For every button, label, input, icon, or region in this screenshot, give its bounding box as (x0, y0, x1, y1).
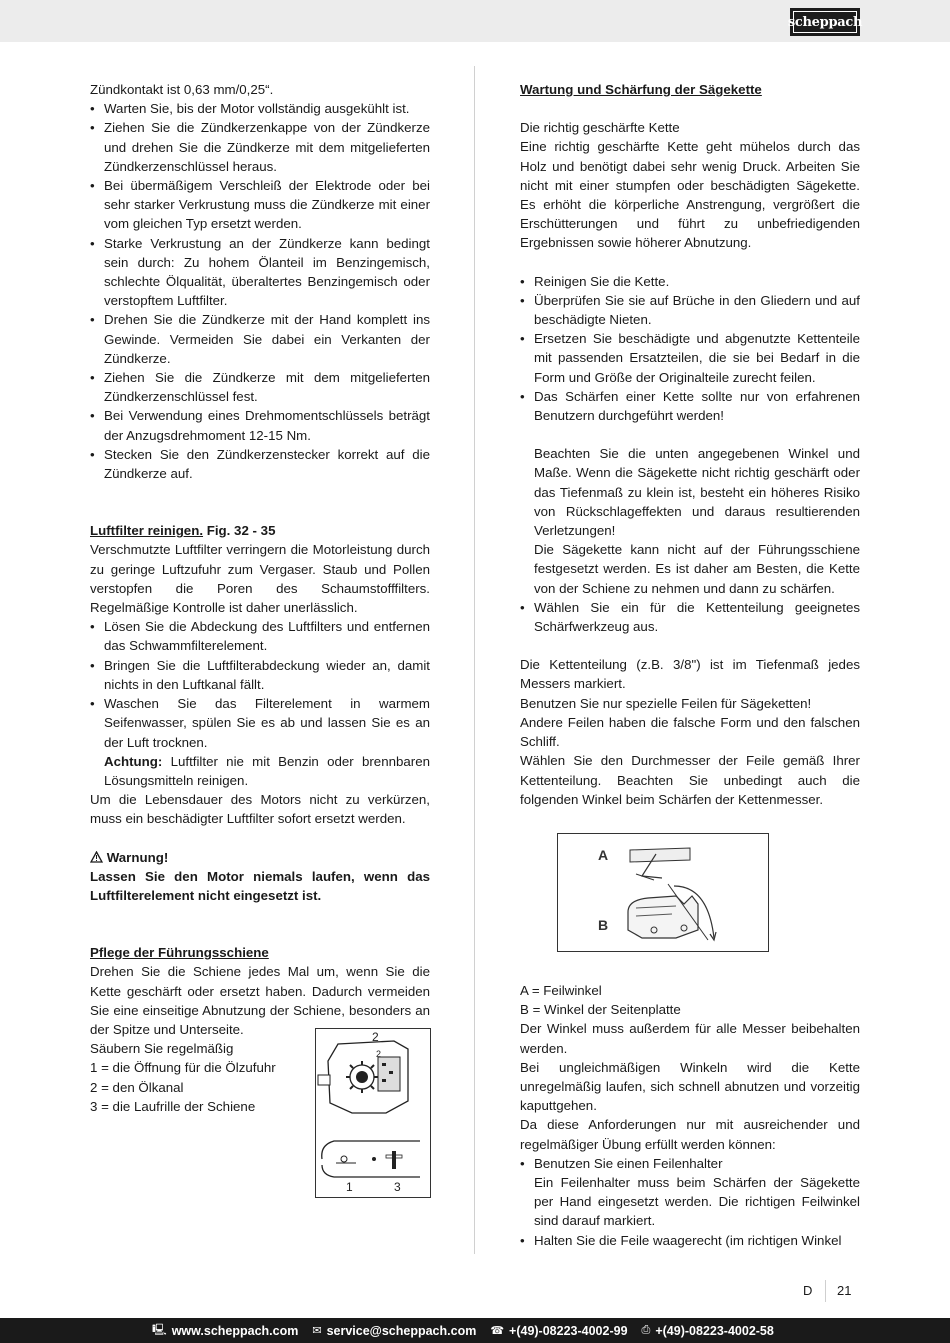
caution-label: Achtung: (104, 753, 163, 769)
fax-icon: ⎙ (641, 1324, 651, 1336)
fig-label-b: B (598, 917, 609, 933)
callout-label: 2 (372, 1030, 379, 1044)
warning-icon (90, 851, 103, 863)
callout-label: 2 (376, 1049, 382, 1059)
phone-icon: ☎ (490, 1325, 505, 1337)
guide-bar-figure (315, 1028, 431, 1198)
chain-subheading: Die richtig geschärfte Kette (520, 120, 680, 136)
legend-line: Bei ungleichmäßigen Winkeln wird die Kette unregelmäßig laufen, sich schnell abnutzen und vorzeitig kaputtgehen. (520, 1059, 860, 1114)
list-item: 1 = die Öffnung für die Ölzufuhr (90, 1060, 276, 1076)
list-item: • Ziehen Sie die Zündkerze mit dem mitgelieferten Zündkerzenschlüssel fest. (90, 368, 430, 406)
spark-intro: Zündkontakt ist 0,63 mm/0,25“. (90, 82, 274, 97)
air-filter-bullets (90, 617, 430, 751)
level-bullets (520, 1231, 860, 1250)
footer-email (312, 1324, 476, 1338)
list-item: • Bei übermäßigem Verschleiß der Elektrode oder bei sehr starker Verkrustung muss die Zündkerze mit einer vom gleichen Typ ersetzt werden. (90, 176, 430, 234)
footer-phone-text: +(49)-08223-4002-99 (509, 1323, 628, 1338)
computer-icon: 🖳 (152, 1324, 167, 1336)
chain-note-1: Beachten Sie die unten angegebenen Winkel und Maße. Wenn die Sägekette nicht richtig geschärft oder das Tiefenmaß zu klein ist, besteht ein höheres Risiko von Rückschlageffekten und daraus resultierenden Verletzungen! (534, 446, 860, 539)
footer-web-text: www.scheppach.com (171, 1323, 299, 1338)
holder-bullets (520, 1154, 860, 1173)
legend-line: Da diese Anforderungen nur mit ausreichender und regelmäßiger Übung erfüllt werden können: (520, 1117, 860, 1152)
brand-logo: scheppach (791, 9, 859, 35)
list-item: • Überprüfen Sie sie auf Brüche in den Gliedern und auf beschädigte Nieten. (520, 291, 860, 329)
air-filter-caution (90, 752, 430, 790)
page-separator (825, 1280, 826, 1302)
warning-title: Warnung! (106, 849, 169, 865)
list-item: 3 = die Laufrille der Schiene (90, 1098, 256, 1114)
list-item: • Bei Verwendung eines Drehmomentschlüssels beträgt der Anzugsdrehmoment 12-15 Nm. (90, 406, 430, 444)
footer-phone (490, 1324, 627, 1338)
fig-label-a: A (598, 847, 609, 863)
footer-fax (642, 1324, 774, 1338)
pitch-line: Andere Feilen haben die falsche Form und den falschen Schliff. (520, 714, 860, 750)
air-filter-text: Verschmutzte Luftfilter verringern die Motorleistung durch zu geringe Luftzufuhr zum Vergaser. Staub und Pollen verstopfen die Poren des Schaumstofffilters. Regelmäßige Kontrolle ist daher unerlässlich. (90, 542, 430, 616)
chain-heading: Wartung und Schärfung der Sägekette (520, 82, 762, 97)
tool-bullet-list (520, 598, 860, 636)
air-filter-closing: Um die Lebensdauer des Motors nicht zu verkürzen, muss ein beschädigter Luftfilter sofort ersetzt werden. (90, 792, 430, 827)
language-code: D (803, 1283, 813, 1298)
legend-line: Der Winkel muss außerdem für alle Messer beibehalten werden. (520, 1021, 860, 1056)
guide-bar-text: Drehen Sie die Schiene jedes Mal um, wenn Sie die Kette geschärft oder ersetzt haben. Dadurch vermeiden Sie eine einseitige Abnutzung der Schiene, besonders an der Spitze und Unterseite. (90, 964, 430, 1037)
legend-line: A = Feilwinkel (520, 982, 602, 998)
warning-text: Lassen Sie den Motor niemals laufen, wenn das Luftfilterelement nicht eingesetzt ist. (90, 868, 430, 903)
chain-intro: Eine richtig geschärfte Kette geht mühelos durch das Holz und benötigt dabei sehr wenig Druck. Arbeiten Sie nicht mit einer stumpfen oder beschädigten Sägekette. Es erhöht die körperliche Anstrengung, vergrößert die Erschütterungen und führt zu unbefriedigenden Ergebnissen sowie höherer Abnutzung. (520, 139, 860, 251)
air-filter-title: Luftfilter reinigen. (90, 523, 204, 539)
chain-angle-figure (557, 833, 769, 952)
page-indicator (795, 1280, 865, 1302)
pitch-line: Wählen Sie den Durchmesser der Feile gemäß Ihrer Kettenteilung. Beachten Sie unbedingt auch die folgenden Winkel beim Schärfen der Kettenmesser. (520, 753, 860, 807)
list-item: • Drehen Sie die Zündkerze mit der Hand komplett ins Gewinde. Vermeiden Sie dabei ein Verkanten der Zündkerze. (90, 310, 430, 368)
pitch-line: Benutzen Sie nur spezielle Feilen für Sägeketten! (520, 695, 812, 711)
warning-title-line (90, 848, 430, 867)
list-item: • Warten Sie, bis der Motor vollständig ausgekühlt ist. (90, 99, 430, 118)
list-item: • Lösen Sie die Abdeckung des Luftfilters und entfernen das Schwammfilterelement. (90, 617, 430, 655)
list-item: • Wählen Sie ein für die Kettenteilung geeignetes Schärfwerkzeug aus. (520, 598, 860, 636)
page-number: 21 (837, 1283, 852, 1298)
right-column (520, 80, 860, 1250)
callout-label: 3 (394, 1180, 401, 1194)
list-item: • Stecken Sie den Zündkerzenstecker korrekt auf die Zündkerze auf. (90, 445, 430, 483)
guide-bar-heading: Pflege der Führungsschiene (90, 945, 269, 961)
footer-fax-text: +(49)-08223-4002-58 (655, 1323, 774, 1338)
list-item: • Das Schärfen einer Kette sollte nur von erfahrenen Benutzern durchgeführt werden! (520, 387, 860, 425)
list-item: • Reinigen Sie die Kette. (520, 272, 860, 291)
list-item: • Starke Verkrustung an der Zündkerze kann bedingt sein durch: Zu hohem Ölanteil im Benzingemisch, schlechte Ölqualität, überaltertes Benzingemisch oder verstopftem Luftfilter. (90, 234, 430, 311)
column-divider (474, 66, 475, 1254)
footer-web (152, 1321, 298, 1340)
pitch-line: Die Kettenteilung (z.B. 3/8") ist im Tiefenmaß jedes Messers markiert. (520, 657, 860, 692)
chain-bullets (520, 272, 860, 426)
list-item: • Ziehen Sie die Zündkerzenkappe von der Zündkerze und drehen Sie die Zündkerze mit dem mitgelieferten Zündkerzenschlüssel heraus. (90, 118, 430, 176)
mail-icon: ✉ (312, 1325, 322, 1337)
list-item: 2 = den Ölkanal (90, 1079, 184, 1095)
list-item: • Ersetzen Sie beschädigte und abgenutzte Kettenteile mit passenden Ersatzteilen, die sie bei Bedarf in die Form und Größe der Originalteile zurecht feilen. (520, 329, 860, 387)
callout-label: 1 (346, 1180, 353, 1194)
header-bar (0, 0, 950, 42)
footer-bar (0, 1318, 950, 1343)
legend-line: B = Winkel der Seitenplatte (520, 1002, 681, 1018)
holder-text: Ein Feilenhalter muss beim Schärfen der Sägekette per Hand eingesetzt werden. Die richtigen Feilwinkel sind darauf markiert. (534, 1174, 860, 1229)
footer-email-text: service@scheppach.com (326, 1323, 477, 1338)
list-item: Säubern Sie regelmäßig (90, 1041, 234, 1057)
list-item: • Waschen Sie das Filterelement in warmem Seifenwasser, spülen Sie es ab und lassen Sie es an der Luft trocknen. (90, 694, 430, 752)
air-filter-heading (90, 521, 430, 540)
caution-text: Luftfilter nie mit Benzin oder brennbaren Lösungsmitteln reinigen. (104, 753, 430, 788)
chain-note-2: Die Sägekette kann nicht auf der Führungsschiene festgesetzt werden. Es ist daher am Besten, die Kette von der Schiene zu nehmen und dann zu schärfen. (534, 542, 860, 596)
left-column (90, 80, 430, 1116)
list-item: • Bringen Sie die Luftfilterabdeckung wieder an, damit nichts in den Luftkanal fällt. (90, 656, 430, 694)
air-filter-fig-ref: Fig. 32 - 35 (206, 523, 276, 539)
list-item: • Halten Sie die Feile waagerecht (im richtigen Winkel (520, 1231, 860, 1250)
spark-bullets (90, 99, 430, 483)
list-item: • Benutzen Sie einen Feilenhalter (520, 1154, 860, 1173)
